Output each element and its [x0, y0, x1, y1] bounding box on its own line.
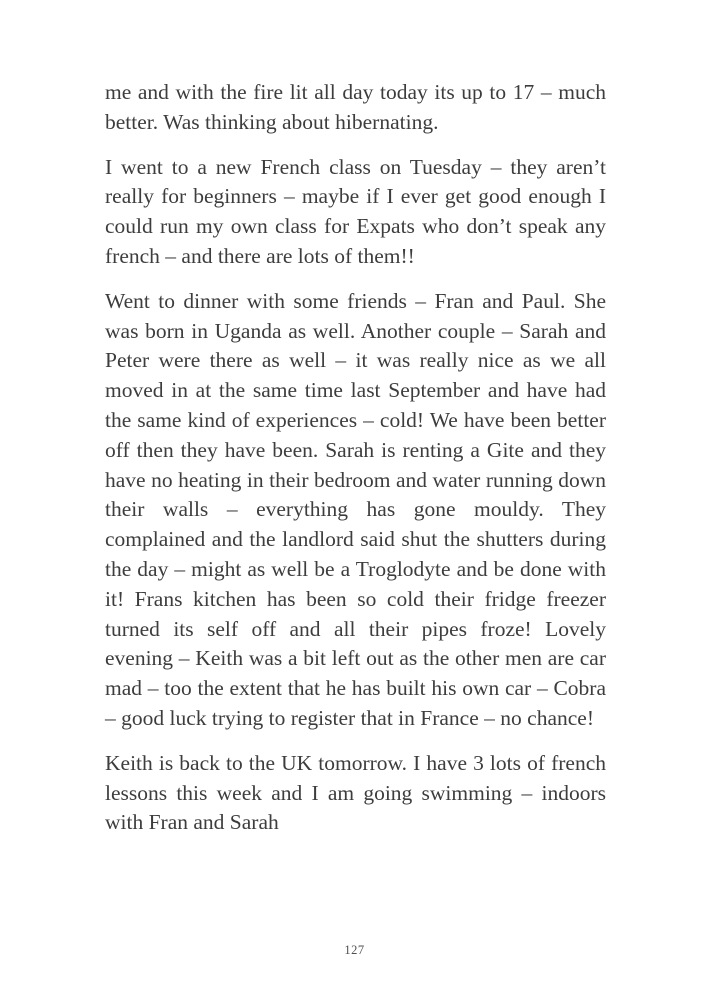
paragraph-fire-hibernating: me and with the fire lit all day today its up to 17 – much better. Was thinking about hibernating.: [105, 80, 606, 134]
paragraph-french-class: I went to a new French class on Tuesday – they aren’t really for beginners – maybe if I ever get good enough I could run my own class for Expats who don’t speak any french – and there are lots of them!!: [105, 154, 606, 268]
page-number: 127: [344, 943, 365, 957]
page-text-block: [105, 78, 606, 853]
paragraph-dinner-friends: Went to dinner with some friends – Fran and Paul. She was born in Uganda as well. Another couple – Sarah and Peter were there as well – it was really nice as we all moved in at the same time last September and have had the same kind of experiences – cold! We have been better off then they have been. Sarah is renting a Gite and they have no heating in their bedroom and water running down their walls – everything has gone mouldy. They complained and the landlord said shut the shutters during the day – might as well be a Troglodyte and be done with it! Frans kitchen has been so cold their fridge freezer turned its self off and all their pipes froze! Lovely evening – Keith was a bit left out as the other men are car mad – too the extent that he has built his own car – Cobra – good luck trying to register that in France – no chance!: [105, 288, 606, 730]
paragraph-keith-uk: Keith is back to the UK tomorrow. I have 3 lots of french lessons this week and I am going swimming – indoors with Fran and Sarah: [105, 750, 606, 835]
